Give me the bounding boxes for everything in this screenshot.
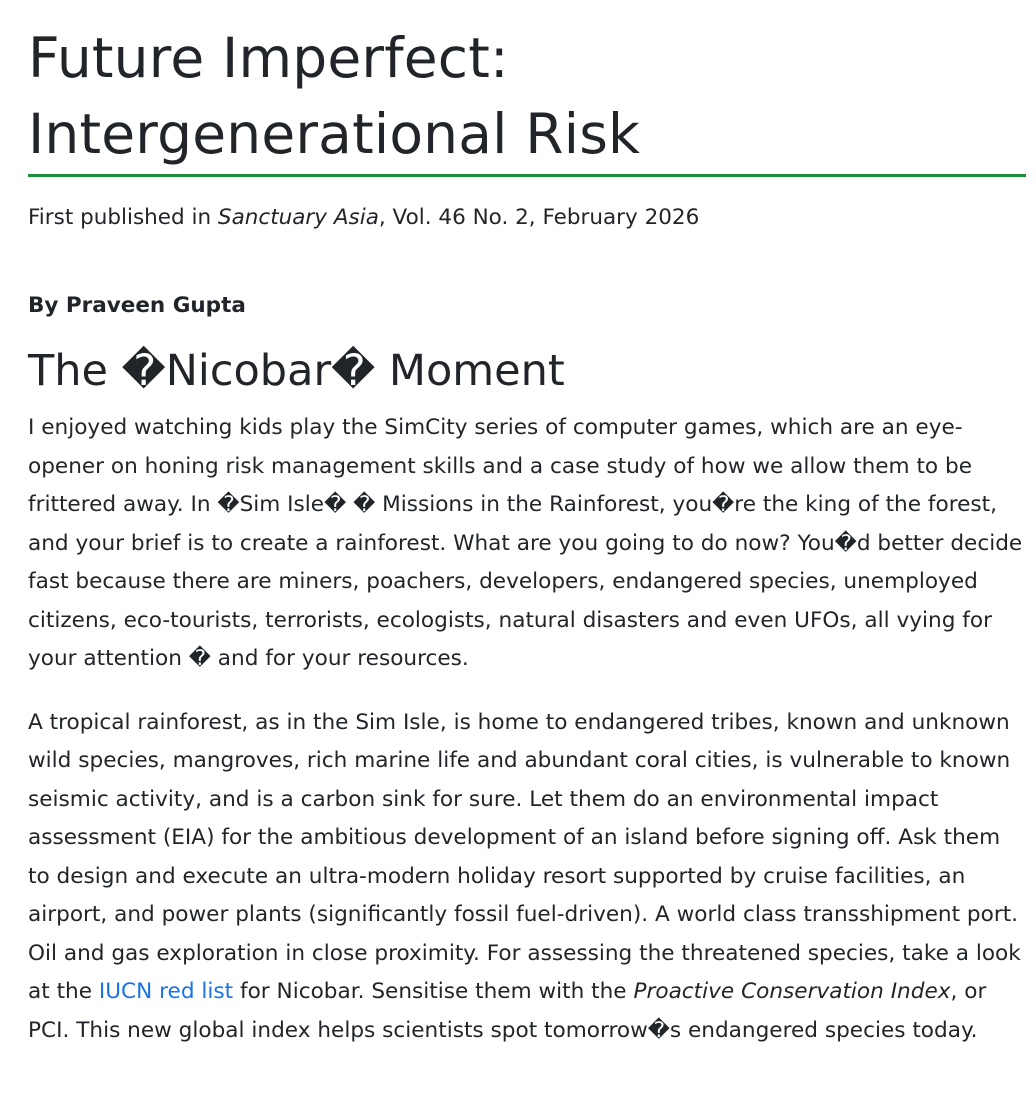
byline: By Praveen Gupta <box>28 293 246 318</box>
pci-emphasis: Proactive Conservation Index <box>633 979 951 1004</box>
article-title <box>28 0 1026 177</box>
publication-prefix: First published in <box>28 205 218 230</box>
publication-info <box>28 203 1026 233</box>
article-title-line-2: Intergenerational Risk <box>28 102 641 166</box>
section-heading: The �Nicobar� Moment <box>28 346 565 396</box>
paragraph-2 <box>28 704 1026 1051</box>
paragraph-2-text-2: for Nicobar. Sensitise them with the <box>233 979 634 1004</box>
iucn-red-list-link[interactable]: IUCN red list <box>98 979 234 1004</box>
publication-source: Sanctuary Asia <box>217 205 379 230</box>
paragraph-2-text-1: A tropical rainforest, as in the Sim Isle, is home to endangered tribes, known and unknown wild species, mangroves, rich marine life and abundant coral cities, is vulnerable to known seismic activity, and is a carbon sink for sure. Let them do an environmental impact assessment (EIA) for the ambitious development of an island before signing off. Ask them to design and execute an ultra-modern holiday resort supported by cruise facilities, an airport, and power plants (significantly fossil fuel-driven). A world class transshipment port. Oil and gas exploration in close proximity. For assessing the threatened species, take a look at the <box>28 709 1021 1004</box>
paragraph-1: I enjoyed watching kids play the SimCity series of computer games, which are an eye-opener on honing risk management skills and a case study of how we allow them to be frittered away. In �Sim Isle� � Missions in the Rainforest, you�re the king of the forest, and your brief is to create a rainforest. What are you going to do now? You�d better decide fast because there are miners, poachers, developers, endangered species, unemployed citizens, eco-tourists, terrorists, ecologists, natural disasters and even UFOs, all vying for your attention � and for your resources. <box>28 415 1023 671</box>
article-title-line-1: Future Imperfect: <box>28 26 509 90</box>
publication-suffix: , Vol. 46 No. 2, February 2026 <box>378 205 700 230</box>
paragraph-2-text-3: , or PCI. This new global index helps scientists spot tomorrow�s endangered species today. <box>28 979 987 1043</box>
